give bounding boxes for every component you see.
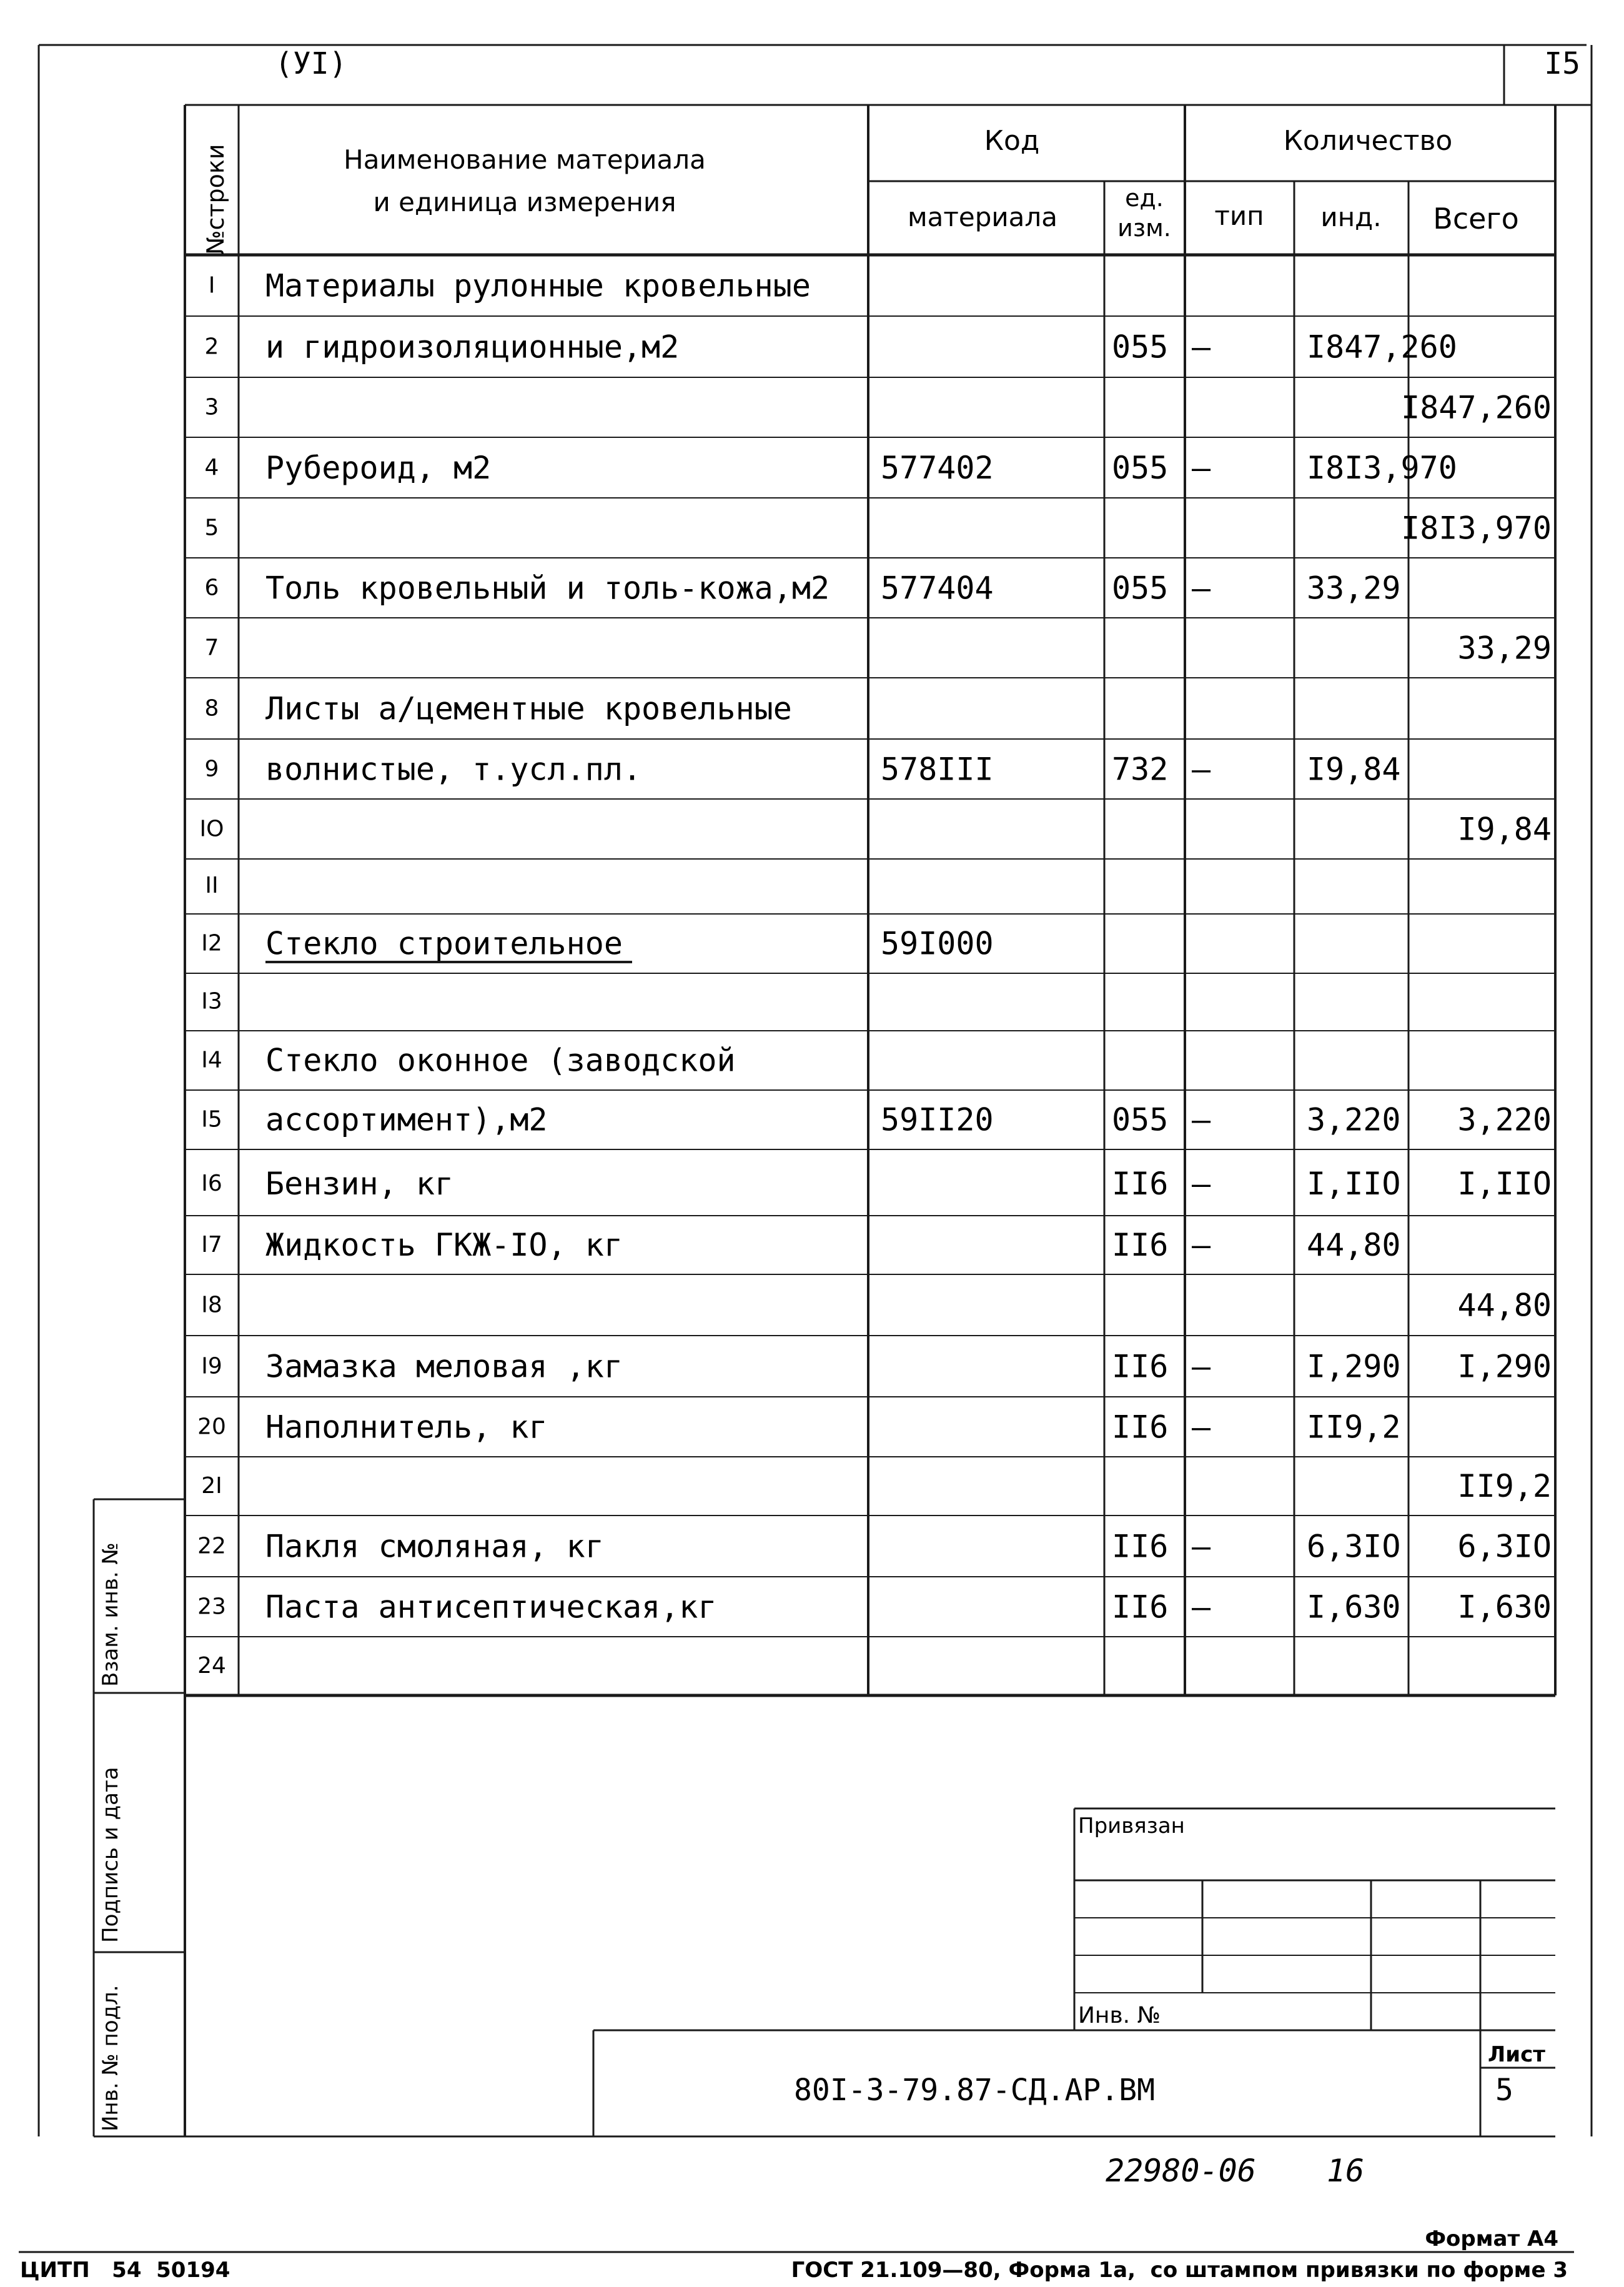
- cell-code: 59II20: [881, 1101, 994, 1138]
- header-unit-line1: ед.: [1125, 184, 1164, 212]
- side-stamp: [94, 1499, 185, 2136]
- cell-unit: 055: [1112, 329, 1169, 365]
- row-number: 9: [204, 756, 219, 782]
- cell-unit: II6: [1112, 1166, 1169, 1203]
- row-number: 4: [204, 454, 219, 480]
- title-doc-code: 80I-3-79.87-СД.АР.ВМ: [794, 2073, 1155, 2108]
- header-row-number: №строки: [202, 144, 229, 255]
- cell-code: 577404: [881, 570, 994, 607]
- cell-type: –: [1192, 1409, 1211, 1446]
- cell-total: 33,29: [1457, 630, 1552, 667]
- cell-ind: I9,84: [1307, 751, 1401, 788]
- cell-type: –: [1192, 1226, 1211, 1263]
- cell-ind: II9,2: [1307, 1409, 1401, 1446]
- cell-name: Наполнитель, кг: [265, 1409, 548, 1446]
- cell-ind: 33,29: [1307, 570, 1401, 607]
- cell-total: I,IIO: [1457, 1166, 1552, 1203]
- title-inv-no: Инв. №: [1078, 2003, 1161, 2028]
- cell-unit: II6: [1112, 1348, 1169, 1385]
- cell-type: –: [1192, 1166, 1211, 1203]
- cell-total: I9,84: [1457, 811, 1552, 848]
- row-number: I: [208, 272, 215, 299]
- row-number: 23: [197, 1594, 226, 1620]
- cell-total: 3,220: [1457, 1101, 1552, 1138]
- cell-unit: 732: [1112, 751, 1169, 788]
- footer-handwritten-page: 16: [1327, 2153, 1365, 2189]
- cell-type: –: [1192, 1528, 1211, 1565]
- cell-ind: I847,260: [1307, 329, 1457, 365]
- cell-code: 577402: [881, 449, 994, 486]
- cell-type: –: [1192, 1589, 1211, 1625]
- cell-name: Пакля смоляная, кг: [265, 1528, 604, 1565]
- cell-code: 59I000: [881, 925, 994, 962]
- title-list-value: 5: [1495, 2073, 1513, 2108]
- cell-ind: I,630: [1307, 1589, 1401, 1625]
- cell-name: и гидроизоляционные,м2: [265, 329, 680, 365]
- cell-name: Рубероид, м2: [265, 449, 492, 486]
- header-qty-ind: инд.: [1320, 202, 1382, 232]
- header-code-group: Код: [984, 125, 1040, 157]
- cell-unit: 055: [1112, 570, 1169, 607]
- header-qty-group: Количество: [1283, 125, 1453, 157]
- side-inv-podl: Инв. № подл.: [98, 1985, 123, 2131]
- cell-total: I8I3,970: [1401, 510, 1552, 547]
- cell-ind: I,290: [1307, 1348, 1401, 1385]
- footer-citp: ЦИТП 54 50194: [20, 2258, 230, 2283]
- cell-unit: II6: [1112, 1528, 1169, 1565]
- cell-code: 578III: [881, 751, 994, 788]
- row-number: I7: [201, 1231, 222, 1258]
- header-qty-total: Всего: [1433, 202, 1519, 236]
- cell-name: волнистые, т.усл.пл.: [265, 751, 642, 788]
- header-name-line1: Наименование материала: [344, 144, 706, 175]
- page-number-top: I5: [1544, 46, 1580, 81]
- header-qty-type: тип: [1214, 201, 1264, 231]
- row-number: 6: [204, 575, 219, 601]
- cell-name: Паста антисептическая,кг: [265, 1589, 717, 1625]
- cell-name: Жидкость ГКЖ-IO, кг: [265, 1226, 623, 1263]
- cell-total: I,630: [1457, 1589, 1552, 1625]
- row-number: IO: [199, 816, 224, 842]
- title-block: [185, 1808, 1555, 2136]
- side-podpis-data: Подпись и дата: [98, 1767, 123, 1943]
- cell-type: –: [1192, 1348, 1211, 1385]
- cell-unit: 055: [1112, 449, 1169, 486]
- row-number: 2: [204, 334, 219, 360]
- title-list-label: Лист: [1488, 2042, 1545, 2067]
- side-vzam-inv: Взам. инв. №: [98, 1542, 123, 1687]
- row-number: 5: [204, 515, 219, 541]
- row-number: I9: [201, 1353, 222, 1379]
- row-number: 24: [197, 1652, 226, 1679]
- row-number: 2I: [201, 1472, 222, 1499]
- row-number: 22: [197, 1533, 226, 1559]
- cell-unit: II6: [1112, 1589, 1169, 1625]
- row-number: 3: [204, 394, 219, 420]
- cell-total: 44,80: [1457, 1287, 1552, 1324]
- footer-handwritten-number: 22980-06: [1106, 2153, 1256, 2189]
- cell-name: Бензин, кг: [265, 1166, 454, 1203]
- cell-type: –: [1192, 329, 1211, 365]
- cell-unit: II6: [1112, 1409, 1169, 1446]
- row-number: I5: [201, 1106, 222, 1133]
- cell-ind: 6,3IO: [1307, 1528, 1401, 1565]
- cell-unit: 055: [1112, 1101, 1169, 1138]
- cell-type: –: [1192, 1101, 1211, 1138]
- header-unit-line2: изм.: [1117, 214, 1171, 242]
- cell-type: –: [1192, 449, 1211, 486]
- cell-ind: 3,220: [1307, 1101, 1401, 1138]
- row-number: 20: [197, 1414, 226, 1440]
- row-number: I6: [201, 1171, 222, 1197]
- cell-name: ассортимент),м2: [265, 1101, 548, 1138]
- cell-total: I847,260: [1401, 389, 1552, 426]
- cell-type: –: [1192, 570, 1211, 607]
- footer-gost: ГОСТ 21.109—80, Форма 1а, со штампом привязки по форме 3: [791, 2258, 1568, 2283]
- cell-total: II9,2: [1457, 1467, 1552, 1504]
- cell-total: I,290: [1457, 1348, 1552, 1385]
- row-number: 7: [204, 635, 219, 661]
- section-label: (УI): [275, 46, 347, 81]
- row-number: I2: [201, 930, 222, 956]
- cell-ind: I,IIO: [1307, 1166, 1401, 1203]
- cell-name: Стекло оконное (заводской: [265, 1042, 736, 1079]
- cell-name: Материалы рулонные кровельные: [265, 267, 811, 304]
- row-number: II: [205, 872, 219, 898]
- cell-ind: 44,80: [1307, 1226, 1401, 1263]
- row-number: I4: [201, 1047, 222, 1073]
- cell-name: Замазка меловая ,кг: [265, 1348, 623, 1385]
- title-privyazan: Привязан: [1078, 1813, 1185, 1838]
- footer-format: Формат А4: [1425, 2226, 1558, 2251]
- cell-total: 6,3IO: [1457, 1528, 1552, 1565]
- cell-ind: I8I3,970: [1307, 449, 1457, 486]
- cell-type: –: [1192, 751, 1211, 788]
- header-code-material: материала: [907, 202, 1058, 232]
- cell-unit: II6: [1112, 1226, 1169, 1263]
- header-name-line2: и единица измерения: [373, 187, 676, 217]
- cell-name: Листы а/цементные кровельные: [265, 690, 792, 727]
- cell-name: Стекло строительное: [265, 925, 623, 962]
- footer: [19, 2153, 1574, 2283]
- row-number: I8: [201, 1292, 222, 1318]
- materials-table: [185, 105, 1555, 2136]
- row-number: 8: [204, 695, 219, 722]
- row-number: I3: [201, 988, 222, 1015]
- cell-name: Толь кровельный и толь-кожа,м2: [265, 570, 830, 607]
